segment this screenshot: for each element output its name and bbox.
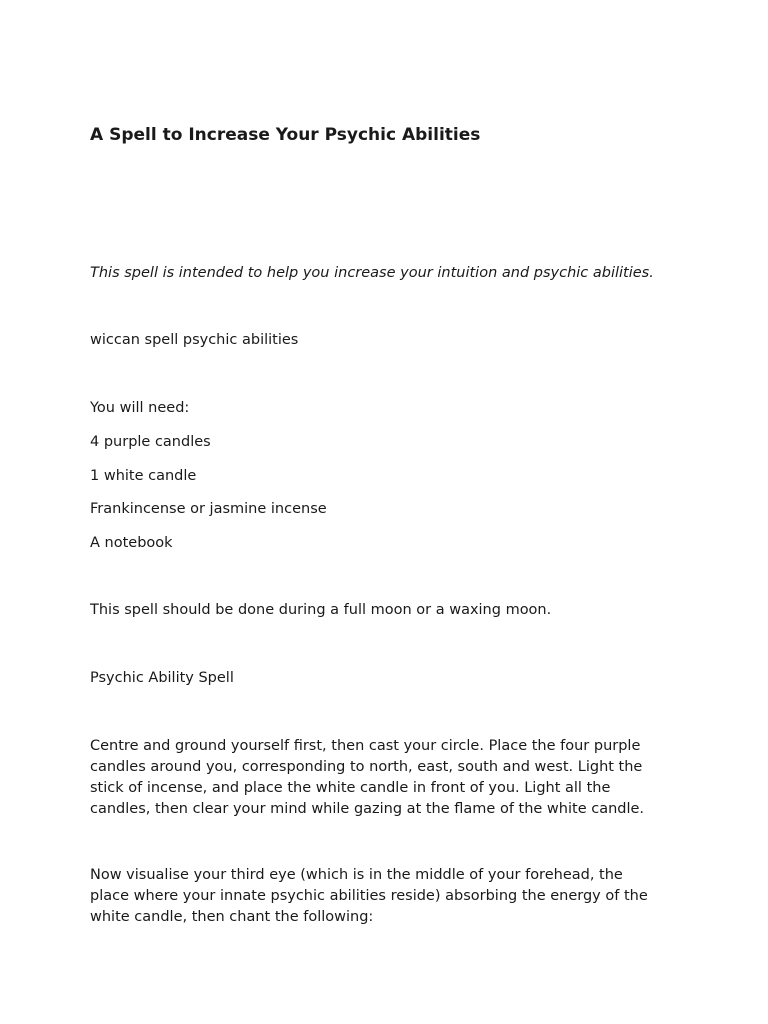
needs-heading: You will need: <box>90 400 190 416</box>
section-heading: Psychic Ability Spell <box>90 670 234 686</box>
document-page <box>90 0 690 1024</box>
intro-text: This spell is intended to help you increase your intuition and psychic abilities. <box>90 265 654 281</box>
paragraph-line: candles around you, corresponding to north, east, south and west. Light the <box>90 759 643 775</box>
paragraph-line: candles, then clear your mind while gazing at the flame of the white candle. <box>90 801 645 817</box>
needs-list-item: 4 purple candles <box>90 434 211 450</box>
paragraph-line: place where your innate psychic abilities reside) absorbing the energy of the <box>90 888 648 904</box>
needs-list-item: Frankincense or jasmine incense <box>90 501 327 517</box>
paragraph-line: stick of incense, and place the white candle in front of you. Light all the <box>90 780 611 796</box>
page-title: A Spell to Increase Your Psychic Abilities <box>90 125 481 145</box>
paragraph-line: white candle, then chant the following: <box>90 909 374 925</box>
needs-list-item: 1 white candle <box>90 468 197 484</box>
paragraph-line: Centre and ground yourself first, then cast your circle. Place the four purple <box>90 738 641 754</box>
timing-text: This spell should be done during a full moon or a waxing moon. <box>90 602 552 618</box>
needs-list-item: A notebook <box>90 535 173 551</box>
image-alt-text: wiccan spell psychic abilities <box>90 332 299 348</box>
paragraph-line: Now visualise your third eye (which is in the middle of your forehead, the <box>90 867 623 883</box>
